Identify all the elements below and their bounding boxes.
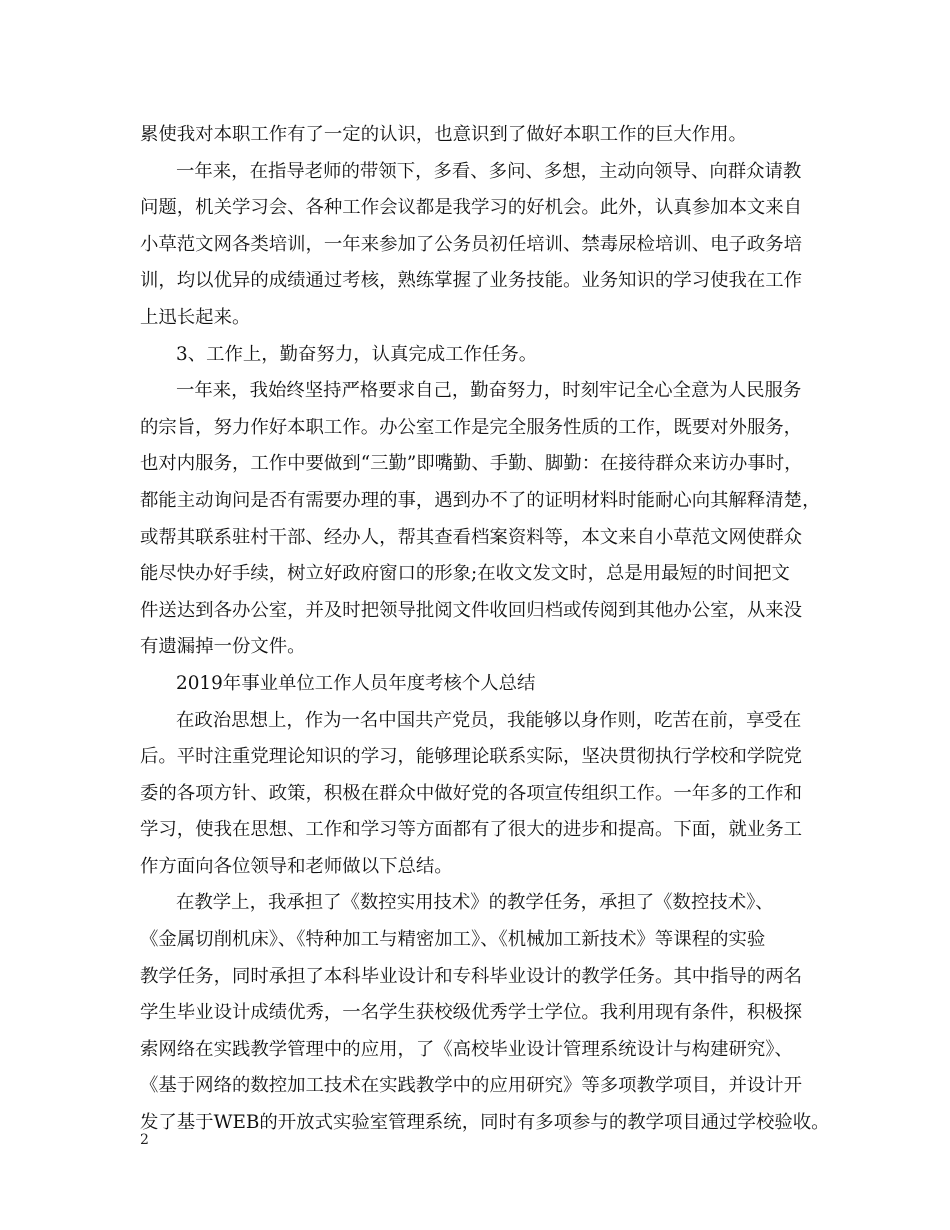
text-line: 发了基于WEB的开放式实验室管理系统，同时有多项参与的教学项目通过学校验收。 [140, 1112, 830, 1134]
text-line: 学生毕业设计成绩优秀，一名学生获校级优秀学士学位。我利用现有条件，积极探 [140, 1002, 803, 1024]
text-line: 索网络在实践教学管理中的应用，了《高校毕业设计管理系统设计与构建研究》、 [140, 1038, 793, 1060]
text-line: 《金属切削机床》、《特种加工与精密加工》、《机械加工新技术》等课程的实验 [140, 929, 766, 951]
text-line: 的宗旨，努力作好本职工作。办公室工作是完全服务性质的工作，既要对外服务， [140, 416, 803, 438]
document-body [140, 117, 840, 1142]
text-line: 件送达到各办公室，并及时把领导批阅文件收回归档或传阅到其他办公室，从来没 [140, 599, 803, 621]
section-heading: 3、工作上，勤奋努力，认真完成工作任务。 [176, 343, 538, 365]
paragraph-start: 一年来，我始终坚持严格要求自己，勤奋努力，时刻牢记全心全意为人民服务 [176, 380, 802, 402]
article-title: 2019年事业单位工作人员年度考核个人总结 [176, 672, 536, 694]
paragraph-start: 一年来，在指导老师的带领下，多看、多问、多想，主动向领导、向群众请教 [176, 160, 802, 182]
text-line: 训，均以优异的成绩通过考核，熟练掌握了业务技能。业务知识的学习使我在工作 [140, 270, 803, 292]
text-line: 教学任务，同时承担了本科毕业设计和专科毕业设计的教学任务。其中指导的两名 [140, 965, 803, 987]
text-line: 能尽快办好手续，树立好政府窗口的形象;在收文发文时，总是用最短的时间把文 [140, 563, 790, 585]
text-line: 作方面向各位领导和老师做以下总结。 [140, 855, 453, 877]
text-line: 都能主动询问是否有需要办理的事，遇到办不了的证明材料时能耐心向其解释清楚， [140, 489, 821, 511]
text-line: 上迅长起来。 [140, 306, 251, 328]
text-line: 或帮其联系驻村干部、经办人，帮其查看档案资料等，本文来自小草范文网使群众 [140, 526, 803, 548]
text-line: 也对内服务，工作中要做到“三勤”即嘴勤、手勤、脚勤：在接待群众来访办事时， [140, 453, 803, 475]
text-line: 委的各项方针、政策，积极在群众中做好党的各项宣传组织工作。一年多的工作和 [140, 782, 803, 804]
text-line: 有遗漏掉一份文件。 [140, 636, 306, 658]
text-line: 累使我对本职工作有了一定的认识，也意识到了做好本职工作的巨大作用。 [140, 124, 747, 145]
paragraph-start: 在政治思想上，作为一名中国共产党员，我能够以身作则，吃苦在前，享受在 [176, 709, 802, 731]
text-line: 学习，使我在思想、工作和学习等方面都有了很大的进步和提高。下面，就业务工 [140, 819, 803, 841]
text-line: 小草范文网各类培训，一年来参加了公务员初任培训、禁毒尿检培训、电子政务培 [140, 233, 803, 255]
text-line: 问题，机关学习会、各种工作会议都是我学习的好机会。此外，认真参加本文来自 [140, 197, 803, 219]
page-number: 2 [140, 1132, 149, 1148]
text-line: 《基于网络的数控加工技术在实践教学中的应用研究》等多项教学项目，并设计开 [140, 1075, 803, 1097]
text-line: 后。平时注重党理论知识的学习，能够理论联系实际，坚决贯彻执行学校和学院党 [140, 746, 803, 768]
paragraph-start: 在教学上，我承担了《数控实用技术》的教学任务，承担了《数控技术》、 [176, 892, 774, 914]
